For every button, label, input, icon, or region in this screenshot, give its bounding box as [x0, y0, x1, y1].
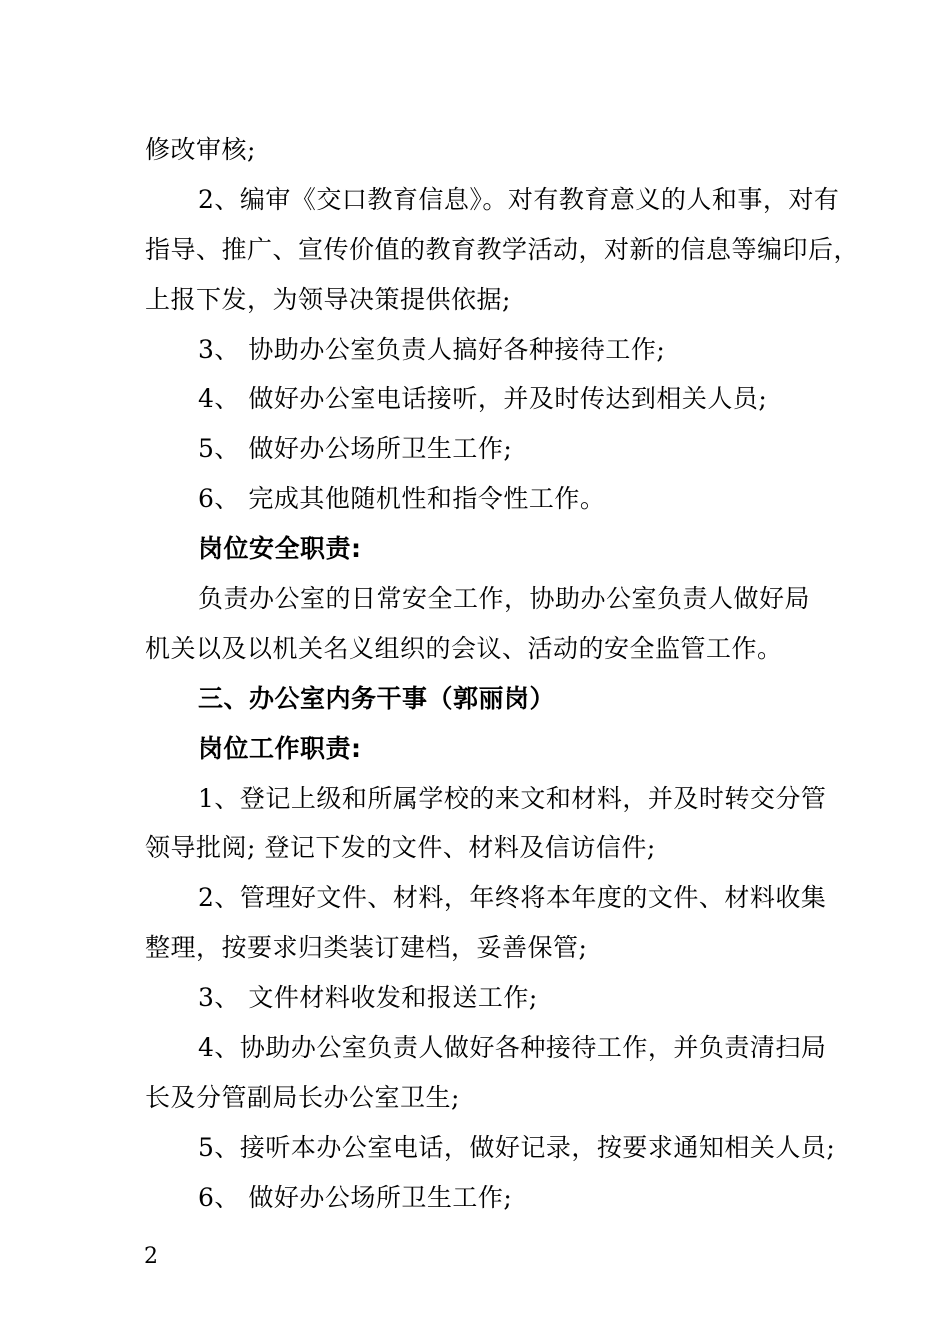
- text-line: 机关以及以机关名义组织的会议、活动的安全监管工作。: [145, 634, 783, 663]
- text-line: 5、接听本办公室电话，做好记录，按要求通知相关人员;: [198, 1133, 836, 1162]
- text-line: 领导批阅; 登记下发的文件、材料及信访信件;: [145, 833, 656, 862]
- text-line: 3、 文件材料收发和报送工作;: [198, 983, 538, 1012]
- text-line: 上报下发，为领导决策提供依据;: [145, 285, 511, 314]
- text-line: 3、 协助办公室负责人搞好各种接待工作;: [198, 335, 666, 364]
- text-line: 负责办公室的日常安全工作，协助办公室负责人做好局: [198, 584, 811, 613]
- section-heading: 岗位工作职责:: [198, 734, 362, 763]
- section-heading: 三、办公室内务干事（郭丽岗）: [198, 684, 556, 713]
- text-line: 2、编审《交口教育信息》。对有教育意义的人和事，对有: [198, 185, 840, 214]
- text-line: 整理，按要求归类装订建档，妥善保管;: [145, 933, 588, 962]
- section-heading: 岗位安全职责:: [198, 534, 362, 563]
- text-line: 5、 做好办公场所卫生工作;: [198, 434, 513, 463]
- text-line: 4、 做好办公室电话接听，并及时传达到相关人员;: [198, 384, 768, 413]
- page-number: 2: [144, 1244, 158, 1269]
- text-line: 6、 完成其他随机性和指令性工作。: [198, 484, 606, 513]
- text-line: 6、 做好办公场所卫生工作;: [198, 1183, 513, 1212]
- text-line: 1、登记上级和所属学校的来文和材料，并及时转交分管: [198, 784, 827, 813]
- text-line: 4、协助办公室负责人做好各种接待工作，并负责清扫局: [198, 1033, 827, 1062]
- text-line: 指导、推广、宣传价值的教育教学活动，对新的信息等编印后，: [145, 235, 860, 264]
- text-line: 2、管理好文件、材料，年终将本年度的文件、材料收集: [198, 883, 827, 912]
- text-line: 长及分管副局长办公室卫生;: [145, 1083, 460, 1112]
- text-line: 修改审核;: [145, 135, 256, 164]
